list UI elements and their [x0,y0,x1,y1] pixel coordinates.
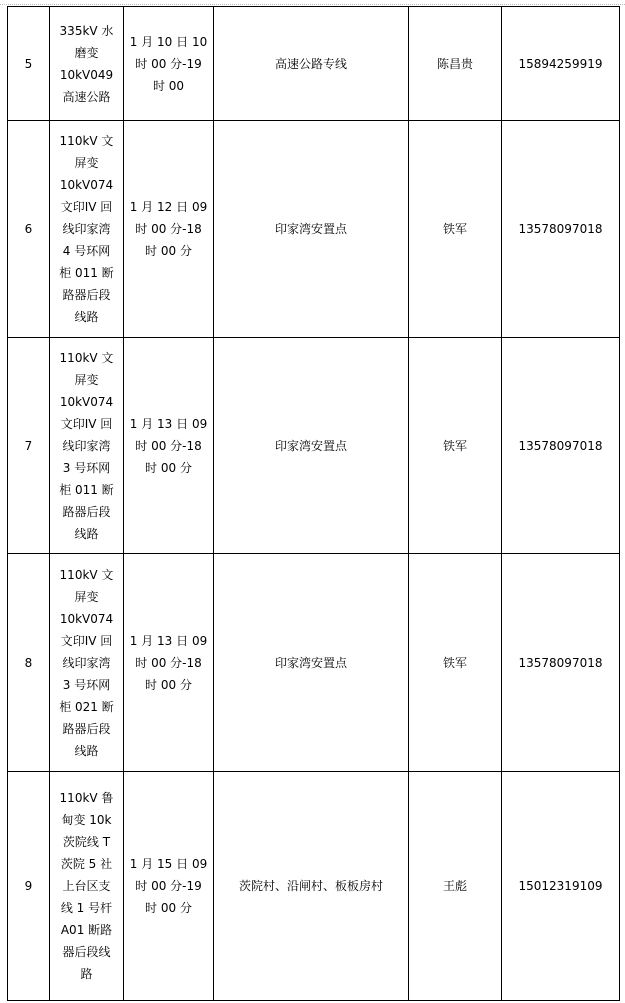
line-description: 110kV 鲁 甸变 10k 茨院线 T 茨院 5 社 上台区支 线 1 号杆 A01 断路 器后段线 路 [50,772,124,1001]
line-description: 110kV 文 屏变 10kV074 文印IV 回 线印家湾 3 号环网 柜 011 断 路器后段 线路 [50,338,124,554]
contact-phone: 13578097018 [502,338,620,554]
contact-person: 铁军 [409,554,502,772]
contact-phone: 15894259919 [502,7,620,121]
row-number: 9 [8,772,50,1001]
affected-area: 高速公路专线 [214,7,409,121]
contact-phone: 13578097018 [502,121,620,338]
table-row [8,7,620,121]
line-description: 335kV 水 磨变 10kV049 高速公路 [50,7,124,121]
table-row [8,772,620,1001]
row-number: 7 [8,338,50,554]
contact-person: 王彪 [409,772,502,1001]
contact-person: 铁军 [409,121,502,338]
contact-person: 铁军 [409,338,502,554]
contact-person: 陈昌贵 [409,7,502,121]
affected-area: 茨院村、沿闸村、板板房村 [214,772,409,1001]
row-number: 8 [8,554,50,772]
affected-area: 印家湾安置点 [214,554,409,772]
outage-time: 1 月 10 日 10 时 00 分-19 时 00 [124,7,214,121]
outage-time: 1 月 12 日 09 时 00 分-18 时 00 分 [124,121,214,338]
contact-phone: 13578097018 [502,554,620,772]
line-description: 110kV 文 屏变 10kV074 文印IV 回 线印家湾 4 号环网 柜 011 断 路器后段 线路 [50,121,124,338]
outage-time: 1 月 15 日 09 时 00 分-19 时 00 分 [124,772,214,1001]
affected-area: 印家湾安置点 [214,121,409,338]
affected-area: 印家湾安置点 [214,338,409,554]
line-description: 110kV 文 屏变 10kV074 文印IV 回 线印家湾 3 号环网 柜 021 断 路器后段 线路 [50,554,124,772]
outage-schedule-table [7,6,620,1001]
contact-phone: 15012319109 [502,772,620,1001]
table-row [8,121,620,338]
outage-time: 1 月 13 日 09 时 00 分-18 时 00 分 [124,338,214,554]
row-number: 5 [8,7,50,121]
row-number: 6 [8,121,50,338]
outage-time: 1 月 13 日 09 时 00 分-18 时 00 分 [124,554,214,772]
table-row [8,338,620,554]
table-row [8,554,620,772]
page-top-border [0,0,625,5]
